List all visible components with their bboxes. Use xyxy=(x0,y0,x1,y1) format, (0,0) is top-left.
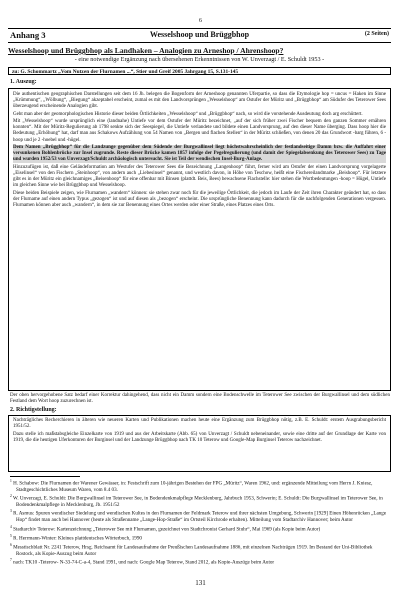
footnote xyxy=(10,558,390,567)
footnote xyxy=(10,479,390,494)
footnote-text: R. Herrmann-Winter: Kleines plattdeutsches Wörterbuch, 1990 xyxy=(13,535,142,542)
highlighted-paragraph: Dem Namen „Brüggbhop“ für die Landzunge gegenüber dem Südende der Burgwallinsel liegt höchstwahrscheinlich der festlandseitige Damm bzw. die Auffahrt einer versunkenen Bohlenbrücke zur Insel zugrunde. Reste dieser Brücke kamen 1857 infolge der Pegelregulierung (und damit der Spiegelabsenkung des Teterower Sees) zu Tage und wurden 1952/53 von Unverzagt/Schuldt archäologisch untersucht. Sie ist Teil der wendischen Insel-Burg-Anlage. xyxy=(13,145,386,163)
correction-box xyxy=(8,415,391,472)
header-title: Wesselshoop und Brüggbhop xyxy=(149,30,250,39)
footnote-number: 7 xyxy=(10,558,12,563)
appendix-header xyxy=(8,28,391,43)
footnote-number: 4 xyxy=(10,524,12,529)
source-reference: zu: G. Schommartz „Vom Nutzen der Flurnamen ...“, Stier und Greif 2005 Jahrgang 15, S.131-145 xyxy=(8,67,391,75)
excerpt-box xyxy=(8,88,391,391)
footnote xyxy=(10,525,390,534)
page-number-top: 6 xyxy=(199,18,202,24)
excerpt-paragraph: Mit „Wesselshoop“ wurde ursprünglich eine (landnahe) Untiefe vor dem Ostufer der Müritz bezeichnet, „auf der sich früher zwei Fischer bequem den ganzen Sommer ernähren konnten“. Mit der Müritz-Regulierung ab 1798 senkte sich der Seespiegel, die Untiefe verlandete und bildete einen Landvorsprung, auf den dieser Name überging. Dass hoop hier die Bedeutung „Erhöhung“ hat, darf man aus Schakows Aufzählung von 54 Namen von „Bergen und flachen Stellen“ in der Müritz schließen, von denen 20 das Grundwort -barg führen, 6 -hoop und je 2 -hoebel und -hügel. xyxy=(13,119,386,143)
footnote-number: 1 xyxy=(10,479,12,483)
section-heading-auszug: 1. Auszug: xyxy=(10,79,37,85)
excerpt-paragraph: Geht man aber der geomorphologischen Historie dieser beiden Örtlichkeiten „Wesselshoop“ und „Brüggbhop“ nach, so wird die vorstehende Ausdeutung doch arg erschüttert. xyxy=(13,111,363,117)
document-subtitle: - eine notwendige Ergänzung nach übersehenen Erkenntnissen von W. Unverzagt / E. Schuldt 1953 - xyxy=(74,56,325,63)
footnote-number: 6 xyxy=(10,543,12,548)
correction-paragraph: Dazu stelle ich maßstabsgleiche Einzelkarte von 1919 und aus der Arbeitskarte (Abb. 65) von Unverzagt / Schuldt nebeneinander, sowie eine dritte auf der Grundlage der Karte von 1919, die die heutigen Uferkonturen der Burginsel und der Landzunge Brüggbhop nach TK 10 Teterow und Google-Map Burginsel Teterow nachzeichnet. xyxy=(13,431,386,443)
footnote-text: Messtischblatt Nr. 2241 Teterow, Hrsg. Reichsamt für Landesaufnahme der Preußischen Landesaufnahme 1886, mit einzelnen Nachträgen 1919. Im Bestand der Uni-Bibliothek Rostock, als Kopie-Auszug beim Autor xyxy=(13,544,373,557)
footnote-number: 5 xyxy=(10,533,12,538)
excerpt-paragraph: Die authentischen geographischen Darstellungen seit dem 16 Jh. belegen die Bogenform der Arneshoop genannten Uferpartie, so dass die Etymologie hop = uncus = Haken im Sinne „Krümmung“, „Wölbung“, „Biegung“ akzeptabel erscheint, zumal es mit den Landvorsprüngen „Wesselshoop“ am Ostufer der Müritz und „Brüggbhop“ am Südufer des Teterower Sees überzeugend erscheinende Analogien gibt. xyxy=(13,92,386,110)
page-number-bottom: 131 xyxy=(195,579,206,587)
footnotes xyxy=(10,479,390,567)
footnote xyxy=(10,494,390,509)
footnote-divider xyxy=(10,476,80,477)
header-appendix-label: Anhang 3 xyxy=(10,30,46,40)
footnote-text: nach: TK10 -Teterow- N-33-74-C-a-4, Stand 1991, und nach: Google Map Teterow, Stand 2012, als Kopie-Auszüge beim Autor xyxy=(13,559,275,566)
footnote xyxy=(10,509,390,524)
footnote-text: Stadtarchiv Teterow: Kartenzeichnung „Teterower See mit Flurnamen, gezeichnet von Stadtchronist Gerhard Stuhr“, Mai 1969 (als Kopie beim Autor) xyxy=(13,526,321,533)
correction-paragraph: Nachträgliches Recherchieren in älteren wie neueren Karten und Publikationen machen heute eine Ergänzung zum Brüggbhop nötig, z.B. E. Schuldt: erstem Ausgrabungsbericht 1951/52. xyxy=(13,418,386,430)
section-heading-richtigstellung: 2. Richtigstellung: xyxy=(10,407,57,413)
correction-note: Der oben hervorgehobene Satz bedarf einer Korrektur dahingehend, dass nicht ein Damm sondern eine Bodenschwelle im Teterower See zwischen der Burgwallinsel und dem südlichen Festland dem Wort hoop zuzurechnen ist. xyxy=(10,393,390,404)
footnote-text: R. Asmus: Spuren wendischer Siedelung und wendischen Kultes in den Flurnamen der Feldmark Teterow und ihrer nächsten Umgebung, Schwerin [1929] Einen Höhenrücken „Lange Hop“ findet man auch bei Hannover (heute als Straßenname „Lange-Hop-Straße“ im Ortsteil Kirchrode erhalten). Mitteilung vom Stadtarchiv Hannover; beim Autor xyxy=(13,511,387,524)
footnote-text: H. Schabow: Die Flurnamen der Warener Gewässer, in: Festschrift zum 10-jährigen Bestehen der FPG „Müritz“, Waren 1962, und: ergänzende Mitteilung vom Herrn J. Kniesz, Stadtgeschichtliches Museum Waren, vom 8.4 03. xyxy=(13,480,373,493)
footnote xyxy=(10,534,390,543)
excerpt-paragraph: Hinzuzufügen ist, daß eine Geländeformation am Westufer des Teterower Sees die Bezeichnung „Langenhoop“ führt, ferner wird am Ostufer der einen Landvorsprung vorgelagerte „Eiselinsel“ von den Fischern „Steinhoop“, von andern auch „Liebesinsel“ genannt, und westlich davon, in Höhe von Teschow, heißt eine Fischereilandmarke „Beishoop“. Für letztere gibt es in der Müritz ein gleichnamiges „Beisenhoop“ für eine offenbar mit Binsen (plattdt. Beis, Bees) bewachsene Flachstelle: hier stehen die Wortbedeutungen -hoop = Hügel, Untiefe im gleichen Sinne wie bei Brüggbhop und Wesselshoop. xyxy=(13,164,386,189)
footnote xyxy=(10,543,390,558)
document-title: Wesselshoop und Brüggbhop als Landhaken – Analogien zu Arneshop / Ahrenshoop? xyxy=(8,46,284,55)
excerpt-paragraph: Diese beiden Beispiele zeigen, wie Flurnamen „wandern“ können: sie stehen zwar noch für die jeweilige Örtlichkeit, die jedoch im Laufe der Zeit ihren Charakter geändert hat, so dass der Flurname auf einen andern Typus „gezogen“ ist und auf diesen als „bezogen“ erscheint. Die ursprüngliche Benennung kann dadurch für die nachfolgenden Generationen vergessen. Flurnamen können aber auch „wandern“, in dem sie zur Benennung eines Ortes werden oder einer Straße, eines Platzes eines Orts. xyxy=(13,190,386,208)
footnote-number: 2 xyxy=(10,494,12,499)
header-page-count: (2 Seiten) xyxy=(364,31,389,37)
footnote-text: W. Unverzagt, E. Schuldt: Die Burgwallinsel im Teterower See, in Bodendenkmalpflege Mecklenburg, Jahrbuch 1953, Schwerin; E. Schuldt: Die Burgwallinsel im Teterower See, in Bodendenkmalpflege in Mecklenburg, Jb. 1951/52 xyxy=(12,495,383,508)
footnote-number: 3 xyxy=(10,509,12,514)
